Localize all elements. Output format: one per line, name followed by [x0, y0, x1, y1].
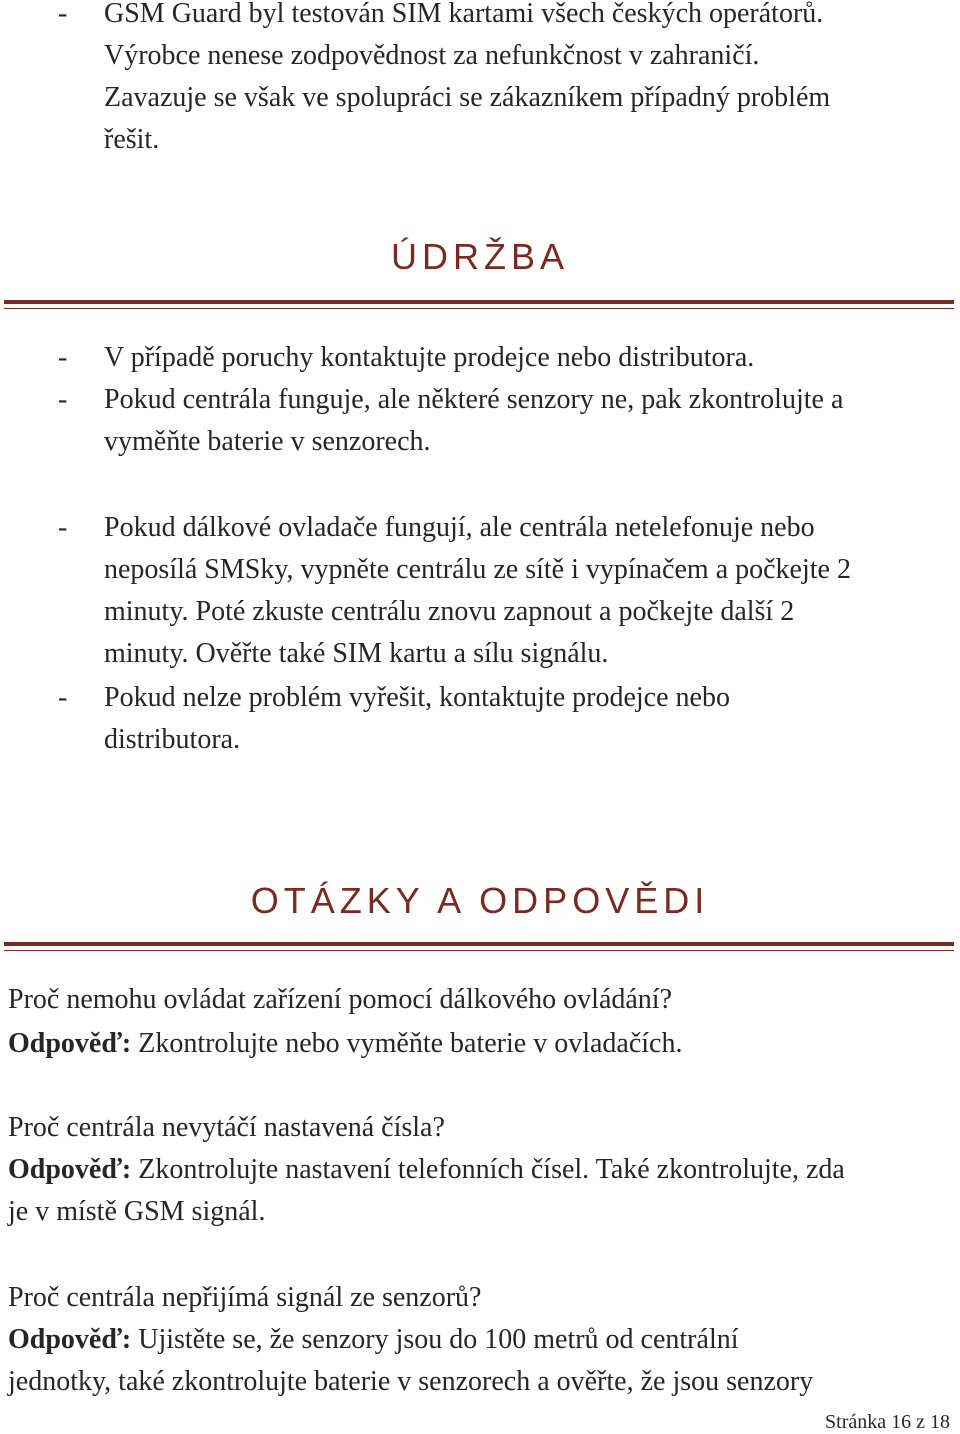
faq-answer-3 — [8, 1322, 739, 1358]
intro-text: Zavazuje se však ve spolupráci se zákazníkem případný problém — [104, 82, 831, 113]
faq-answer-2 — [8, 1152, 845, 1188]
bullet-text: Pokud dálkové ovladače fungují, ale centrála netelefonuje nebo — [104, 512, 815, 543]
bullet-text: distributora. — [104, 724, 241, 755]
bullet-text: Pokud nelze problém vyřešit, kontaktujte prodejce nebo — [104, 682, 730, 713]
answer-text: Zkontrolujte nastavení telefonních čísel. Také zkontrolujte, zda — [131, 1154, 845, 1185]
heading-rule-thin — [4, 308, 954, 309]
answer-text: Zkontrolujte nebo vyměňte baterie v ovladačích. — [131, 1028, 683, 1059]
bullet-text: vyměňte baterie v senzorech. — [104, 426, 431, 457]
answer-label: Odpověď: — [8, 1324, 132, 1355]
bullet-dash: - — [58, 0, 68, 29]
bullet-dash: - — [58, 512, 68, 543]
bullet-text: V případě poruchy kontaktujte prodejce nebo distributora. — [104, 342, 755, 373]
bullet-text: minuty. Ověřte také SIM kartu a sílu signálu. — [104, 638, 609, 669]
intro-text: GSM Guard byl testován SIM kartami všech českých operátorů. — [104, 0, 824, 29]
maintenance-heading: ÚDRŽBA — [390, 236, 569, 277]
intro-text: řešit. — [104, 124, 160, 155]
faq-answer-2-cont: je v místě GSM signál. — [8, 1196, 266, 1227]
bullet-text: minuty. Poté zkuste centrálu znovu zapnout a počkejte další 2 — [104, 596, 795, 627]
faq-answer-3-cont: jednotky, také zkontrolujte baterie v senzorech a ověřte, že jsou senzory — [8, 1366, 814, 1397]
bullet-text: neposílá SMSky, vypněte centrálu ze sítě i vypínačem a počkejte 2 — [104, 554, 851, 585]
answer-label: Odpověď: — [8, 1028, 132, 1059]
faq-question-2: Proč centrála nevytáčí nastavená čísla? — [8, 1112, 445, 1143]
faq-answer-1 — [8, 1026, 682, 1062]
faq-question-3: Proč centrála nepřijímá signál ze senzorů? — [8, 1282, 482, 1313]
page-number: Stránka 16 z 18 — [825, 1411, 950, 1433]
bullet-dash: - — [58, 682, 68, 713]
intro-text: Výrobce nenese zodpovědnost za nefunkčnost v zahraničí. — [104, 40, 760, 71]
faq-heading: OTÁZKY A ODPOVĚDI — [250, 880, 710, 921]
bullet-dash: - — [58, 342, 68, 373]
answer-text: Ujistěte se, že senzory jsou do 100 metrů od centrální — [131, 1324, 739, 1355]
heading-rule-thin — [4, 950, 954, 951]
bullet-text: Pokud centrála funguje, ale některé senzory ne, pak zkontrolujte a — [104, 384, 844, 415]
bullet-dash: - — [58, 384, 68, 415]
answer-label: Odpověď: — [8, 1154, 132, 1185]
heading-rule — [4, 300, 954, 304]
faq-question-1: Proč nemohu ovládat zařízení pomocí dálkového ovládání? — [8, 984, 673, 1015]
heading-rule — [4, 942, 954, 946]
